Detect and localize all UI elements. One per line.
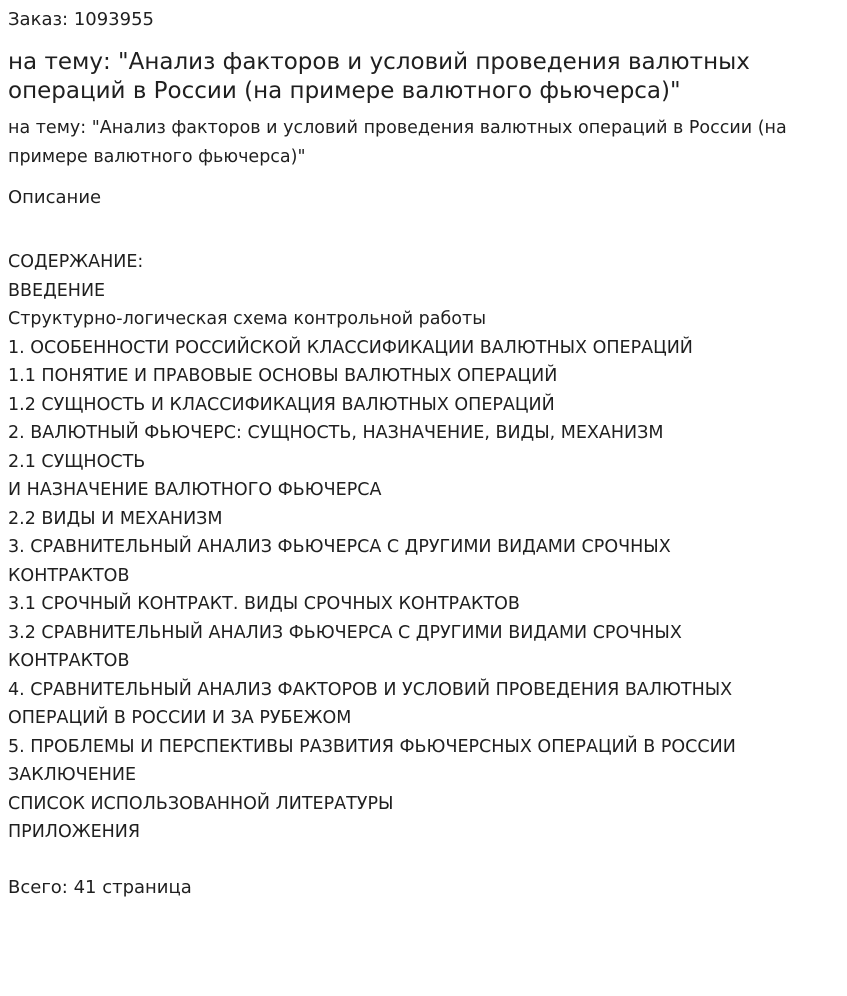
toc-item: ВВЕДЕНИЕ: [8, 280, 106, 301]
toc-item: СПИСОК ИСПОЛЬЗОВАННОЙ ЛИТЕРАТУРЫ: [8, 793, 394, 814]
description-label: Описание: [8, 187, 102, 208]
toc-item: КОНТРАКТОВ: [8, 651, 130, 671]
toc-item: 1. ОСОБЕННОСТИ РОССИЙСКОЙ КЛАССИФИКАЦИИ ВАЛЮТНЫХ ОПЕРАЦИЙ: [8, 337, 693, 358]
toc-item: 1.2 СУЩНОСТЬ И КЛАССИФИКАЦИЯ ВАЛЮТНЫХ ОПЕРАЦИЙ: [8, 394, 555, 415]
toc-item: 3.1 СРОЧНЫЙ КОНТРАКТ. ВИДЫ СРОЧНЫХ КОНТРАКТОВ: [8, 594, 520, 614]
toc-item: 3. СРАВНИТЕЛЬНЫЙ АНАЛИЗ ФЬЮЧЕРСА С ДРУГИМИ ВИДАМИ СРОЧНЫХ: [8, 537, 671, 557]
toc-item: Структурно-логическая схема контрольной работы: [8, 309, 487, 329]
page-subtitle: на тему: "Анализ факторов и условий проведения валютных операций в России (на примере валютного фьючерса)": [8, 118, 787, 167]
toc-item: И НАЗНАЧЕНИЕ ВАЛЮТНОГО ФЬЮЧЕРСА: [8, 480, 382, 500]
toc-item: ОПЕРАЦИЙ В РОССИИ И ЗА РУБЕЖОМ: [8, 708, 352, 728]
toc-item: 4. СРАВНИТЕЛЬНЫЙ АНАЛИЗ ФАКТОРОВ И УСЛОВИЙ ПРОВЕДЕНИЯ ВАЛЮТНЫХ: [8, 679, 733, 700]
toc-item: ПРИЛОЖЕНИЯ: [8, 822, 141, 842]
order-number: Заказ: 1093955: [8, 9, 154, 30]
page-title: на тему: "Анализ факторов и условий проведения валютных операций в России (на примере валютного фьючерса)": [8, 49, 750, 104]
toc-item: 2.1 СУЩНОСТЬ: [8, 451, 146, 472]
toc-item: 1.1 ПОНЯТИЕ И ПРАВОВЫЕ ОСНОВЫ ВАЛЮТНЫХ ОПЕРАЦИЙ: [8, 366, 558, 386]
table-of-contents: [8, 248, 838, 847]
toc-item: 3.2 СРАВНИТЕЛЬНЫЙ АНАЛИЗ ФЬЮЧЕРСА С ДРУГИМИ ВИДАМИ СРОЧНЫХ: [8, 622, 682, 643]
toc-item: 2.2 ВИДЫ И МЕХАНИЗМ: [8, 508, 223, 529]
total-pages: Всего: 41 страница: [8, 877, 192, 898]
toc-item: СОДЕРЖАНИЕ:: [8, 252, 144, 272]
toc-item: 2. ВАЛЮТНЫЙ ФЬЮЧЕРС: СУЩНОСТЬ, НАЗНАЧЕНИЕ, ВИДЫ, МЕХАНИЗМ: [8, 423, 664, 443]
toc-item: ЗАКЛЮЧЕНИЕ: [8, 765, 137, 785]
toc-item: 5. ПРОБЛЕМЫ И ПЕРСПЕКТИВЫ РАЗВИТИЯ ФЬЮЧЕРСНЫХ ОПЕРАЦИЙ В РОССИИ: [8, 736, 736, 757]
toc-item: КОНТРАКТОВ: [8, 565, 130, 586]
